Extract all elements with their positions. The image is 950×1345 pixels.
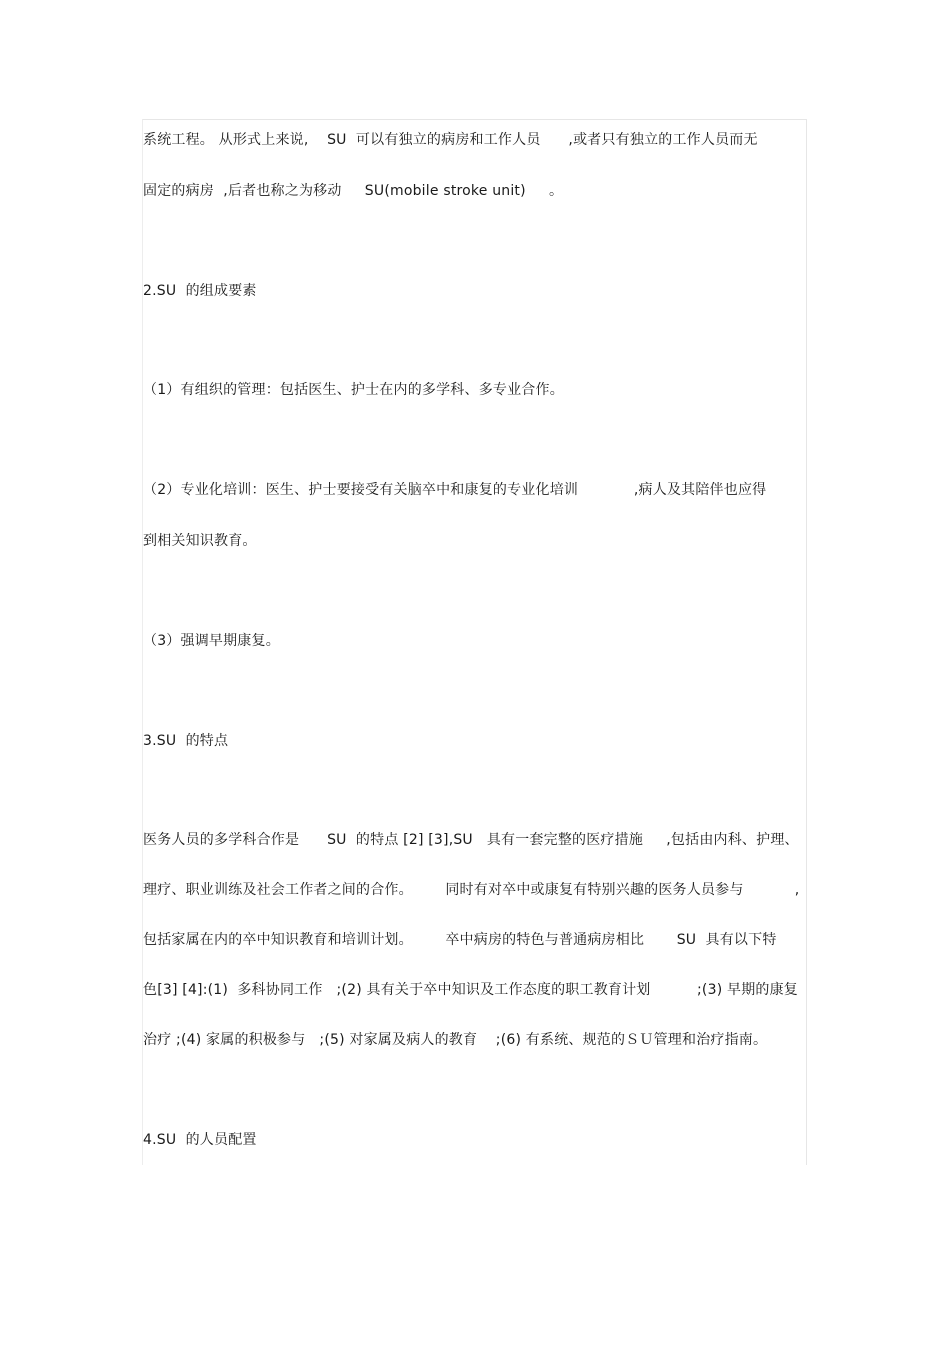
paragraph-line: 固定的病房 ,后者也称之为移动 SU(mobile stroke unit) 。 — [143, 183, 564, 199]
section-heading: 4.SU 的人员配置 — [143, 1132, 257, 1148]
list-item: （1）有组织的管理：包括医生、护士在内的多学科、多专业合作。 — [143, 382, 564, 398]
list-item: （3）强调早期康复。 — [143, 633, 280, 649]
paragraph-line: 系统工程。 从形式上来说, SU 可以有独立的病房和工作人员 ,或者只有独立的工作人员而无 — [143, 132, 758, 148]
paragraph-line: 治疗 ;(4) 家属的积极参与 ;(5) 对家属及病人的教育 ;(6) 有系统、规范的ＳＵ管理和治疗指南。 — [143, 1032, 768, 1048]
paragraph-line: 包括家属在内的卒中知识教育和培训计划。 卒中病房的特色与普通病房相比 SU 具有以下特 — [143, 932, 777, 948]
section-heading: 2.SU 的组成要素 — [143, 283, 257, 299]
list-item: （2）专业化培训：医生、护士要接受有关脑卒中和康复的专业化培训 ,病人及其陪伴也应得 — [143, 482, 767, 498]
section-heading: 3.SU 的特点 — [143, 733, 229, 749]
paragraph-line: 到相关知识教育。 — [143, 533, 257, 549]
paragraph-line: 理疗、职业训练及社会工作者之间的合作。 同时有对卒中或康复有特别兴趣的医务人员参与 , — [143, 882, 800, 898]
paragraph-line: 医务人员的多学科合作是 SU 的特点 [2] [3],SU 具有一套完整的医疗措施 ,包括由内科、护理、 — [143, 832, 799, 848]
paragraph-line: 色[3] [4]:(1) 多科协同工作 ;(2) 具有关于卒中知识及工作态度的职工教育计划 ;(3) 早期的康复 — [143, 982, 799, 998]
